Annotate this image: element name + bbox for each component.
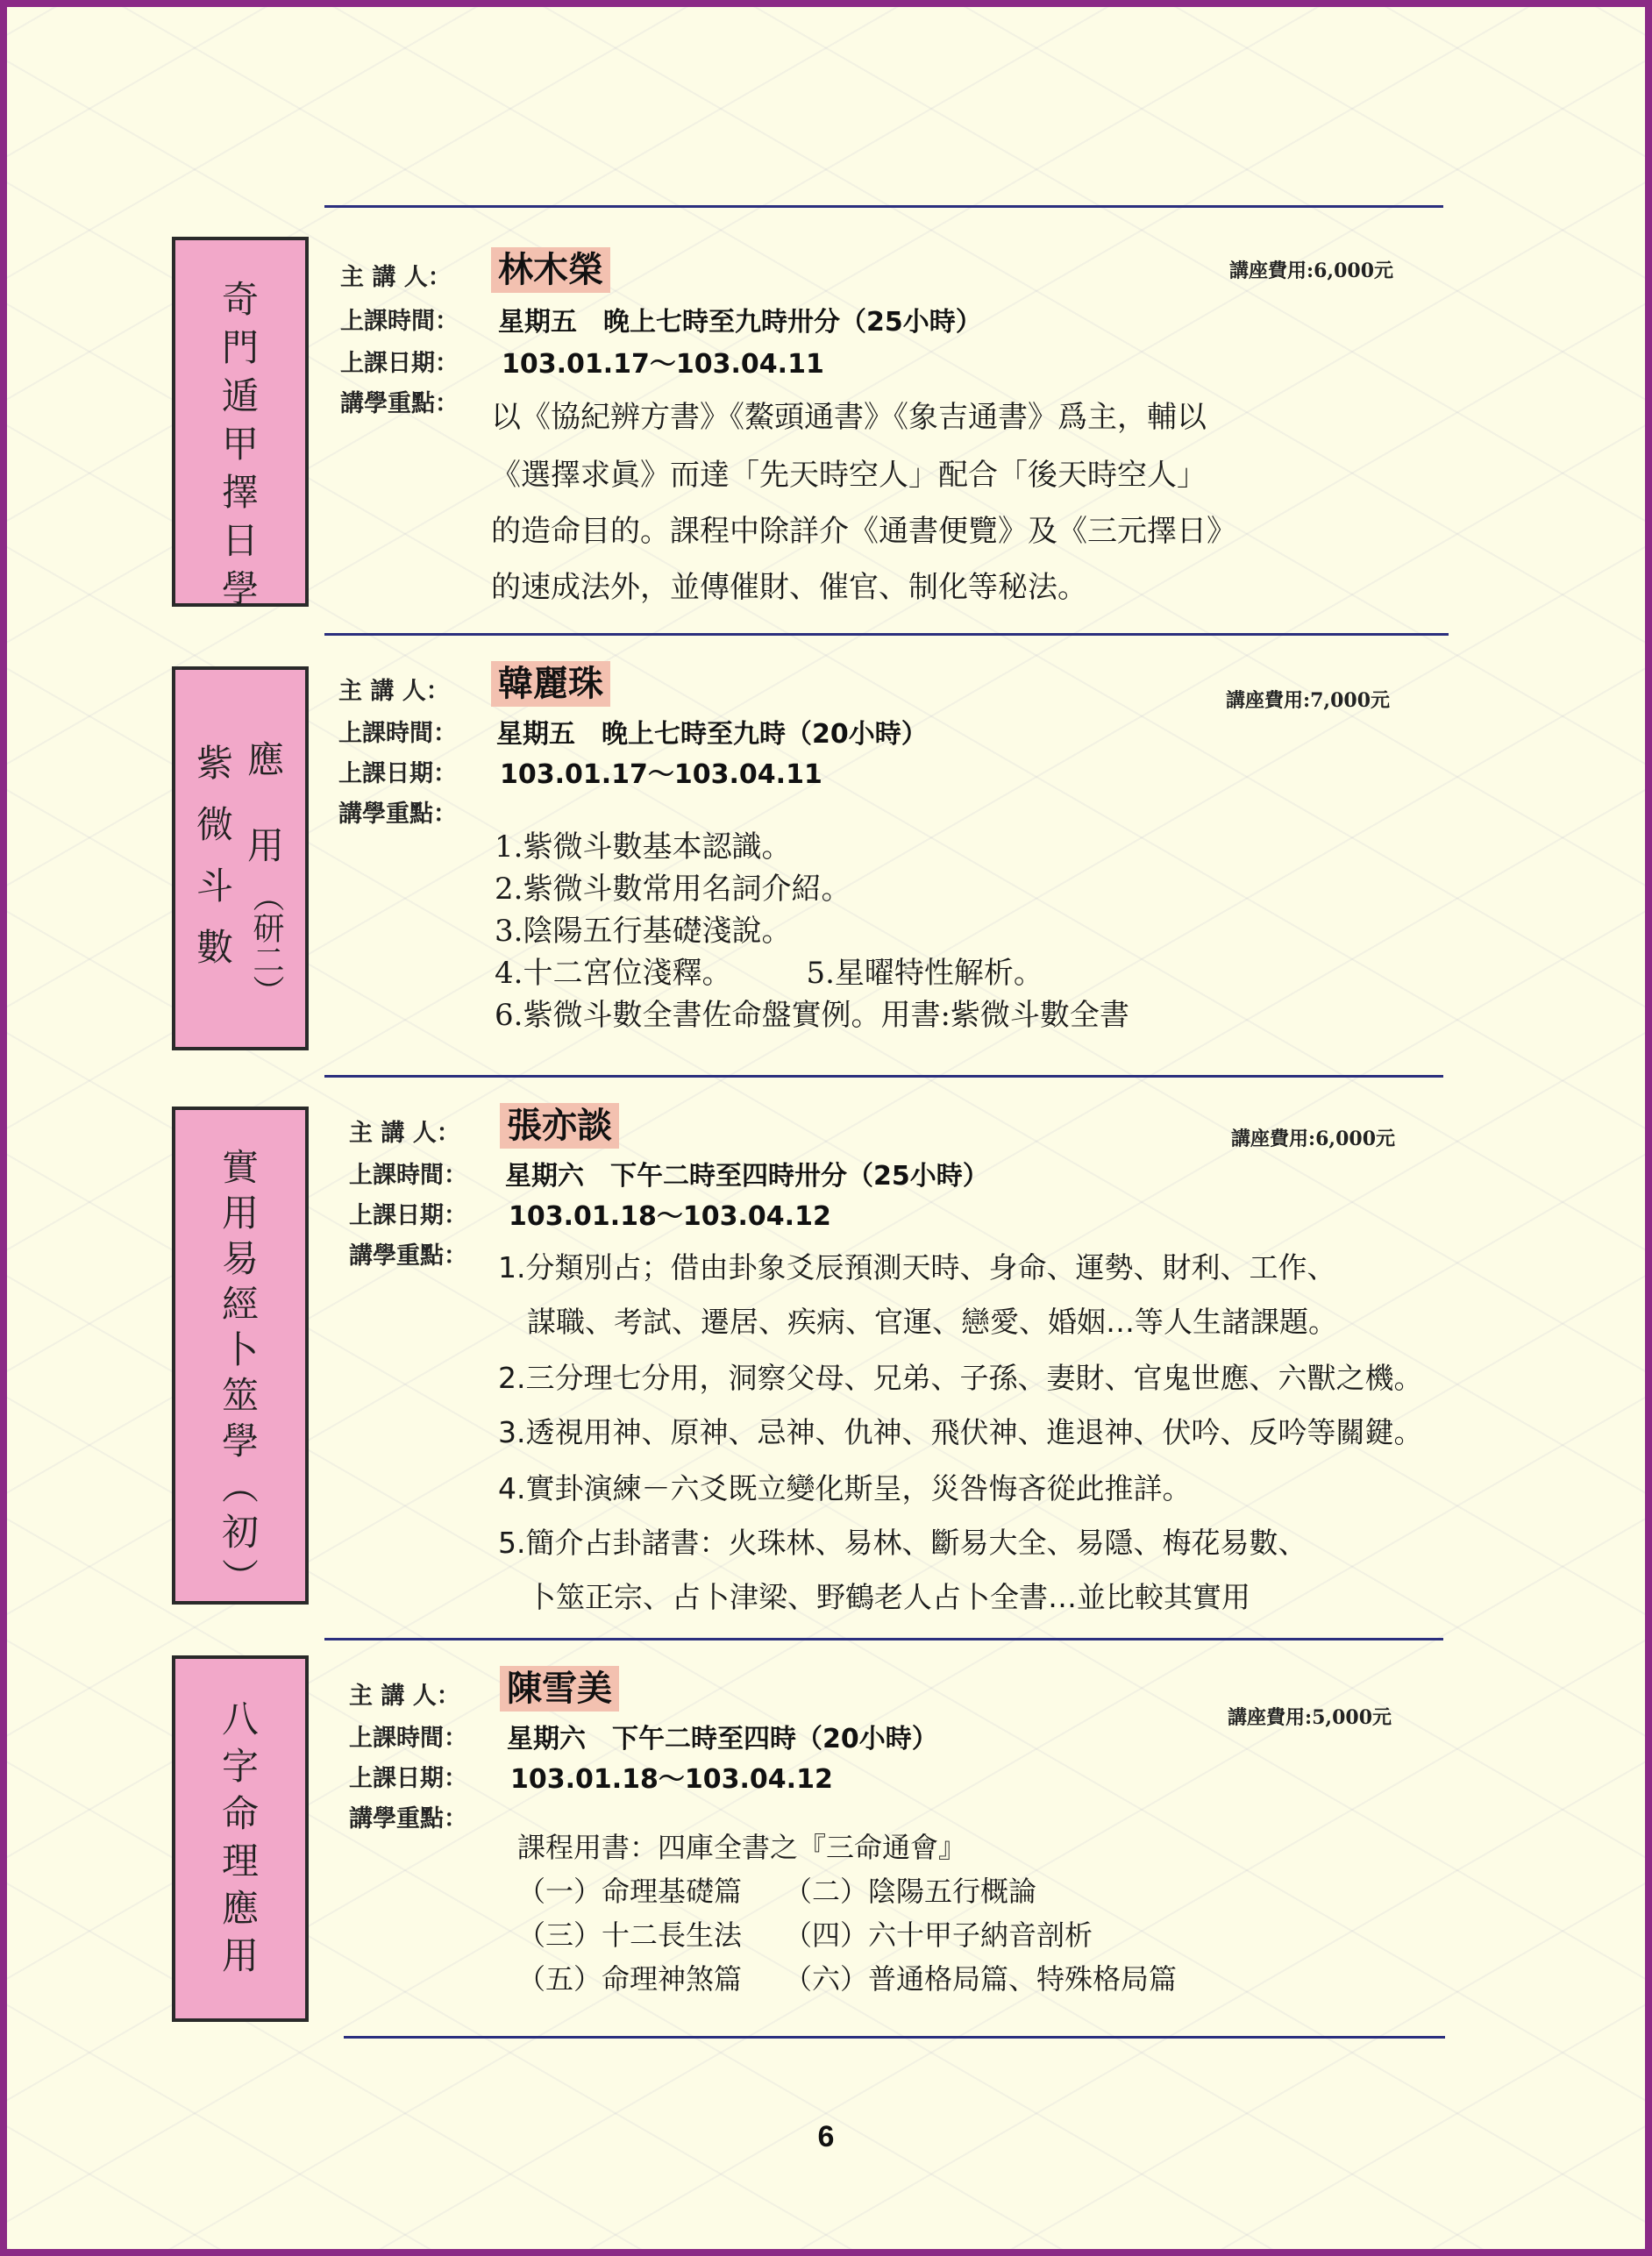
title-char: 學 <box>221 1420 259 1462</box>
focus-label: 講學重點： <box>340 390 459 417</box>
title-char: 初 <box>221 1511 259 1554</box>
lecturer-name: 林木榮 <box>491 247 610 293</box>
class-date: 103.01.17～103.04.11 <box>502 349 824 380</box>
divider <box>344 2036 1445 2039</box>
title-char: 卜 <box>221 1328 259 1371</box>
lecturer-label: 主 講 人： <box>349 1683 460 1710</box>
date-label: 上課日期： <box>349 1202 467 1229</box>
focus-line: 2.紫微斗數常用名詞介紹。 <box>495 872 851 907</box>
title-char: 微 <box>196 803 234 846</box>
focus-line: 4.實卦演練－六爻既立變化斯呈，災咎悔吝從此推詳。 <box>498 1471 1192 1505</box>
course-title-box <box>172 666 309 1050</box>
title-char: 命 <box>221 1792 259 1835</box>
course-fee: 講座費用:6,000元 <box>1231 1128 1396 1150</box>
focus-line: 3.透視用神、原神、忌神、仇神、飛伏神、進退神、伏吟、反吟等關鍵。 <box>498 1415 1423 1449</box>
divider <box>324 633 1449 636</box>
lecturer-label: 主 講 人： <box>349 1120 460 1147</box>
focus-line: 1.分類別占；借由卦象爻辰預測天時、身命、運勢、財利、工作、 <box>498 1250 1336 1285</box>
focus-label: 講學重點： <box>349 1805 467 1833</box>
date-label: 上課日期： <box>340 350 459 377</box>
date-label: 上課日期： <box>349 1765 467 1792</box>
focus-line: 5.簡介占卦諸書：火珠林、易林、斷易大全、易隱、梅花易數、 <box>498 1526 1307 1560</box>
focus-line: 2.三分理七分用，洞察父母、兄弟、子孫、妻財、官鬼世應、六獸之機。 <box>498 1361 1423 1395</box>
title-char: 實 <box>221 1146 259 1189</box>
focus-line: （五）命理神煞篇 （六）普通格局篇、特殊格局篇 <box>517 1962 1178 1996</box>
focus-line: 6.紫微斗數全書佐命盤實例。用書:紫微斗數全書 <box>495 998 1129 1033</box>
focus-line: 以《協紀辨方書》《鰲頭通書》《象吉通書》爲主，輔以 <box>491 400 1207 435</box>
lecturer-label: 主 講 人： <box>340 264 452 291</box>
focus-line: 4.十二宮位淺釋。 5.星曜特性解析。 <box>495 956 1043 991</box>
time-label: 上課時間： <box>340 308 459 335</box>
title-char: ︶ <box>221 1556 259 1599</box>
title-char: 數 <box>196 926 234 969</box>
focus-line: （一）命理基礎篇 （二）陰陽五行概論 <box>517 1875 1037 1908</box>
title-char: 學 <box>221 567 259 610</box>
class-date: 103.01.18～103.04.12 <box>509 1201 831 1232</box>
focus-line: 的速成法外，並傳催財、催官、制化等秘法。 <box>491 570 1087 605</box>
lecturer-name: 陳雪美 <box>500 1666 619 1712</box>
divider <box>324 1075 1443 1078</box>
course-fee: 講座費用:5,000元 <box>1228 1706 1392 1729</box>
class-time: 星期六 下午二時至四時（20小時） <box>507 1724 938 1754</box>
title-char: 紫 <box>196 742 234 785</box>
divider <box>324 205 1443 208</box>
focus-line: 卜筮正宗、占卜津梁、野鶴老人占卜全書…並比較其實用 <box>498 1580 1250 1614</box>
focus-line: 1.紫微斗數基本認識。 <box>495 829 792 865</box>
title-char: 甲 <box>221 423 259 466</box>
title-char: 應 <box>221 1887 259 1930</box>
class-date: 103.01.18～103.04.12 <box>510 1764 833 1795</box>
title-char: 用 <box>221 1192 259 1235</box>
class-time: 星期六 下午二時至四時卅分（25小時） <box>505 1161 989 1192</box>
course-fee: 講座費用:6,000元 <box>1229 260 1394 282</box>
lecturer-name: 韓麗珠 <box>491 661 610 707</box>
course-fee: 講座費用:7,000元 <box>1226 689 1391 712</box>
focus-label: 講學重點： <box>349 1242 467 1270</box>
divider <box>324 1638 1443 1640</box>
title-char: 易 <box>221 1237 259 1280</box>
course-title-box <box>172 237 309 610</box>
title-char: 用 <box>247 824 285 867</box>
title-char: 字 <box>221 1745 259 1788</box>
class-time: 星期五 晚上七時至九時卅分（25小時） <box>498 307 982 338</box>
lecturer-name: 張亦談 <box>500 1103 619 1149</box>
time-label: 上課時間： <box>349 1725 467 1752</box>
focus-line: 3.陰陽五行基礎淺說。 <box>495 914 792 949</box>
course-title <box>175 1145 305 1601</box>
title-char: 遁 <box>221 374 259 417</box>
course-title <box>175 1696 305 1980</box>
page-number: 6 <box>817 2120 835 2153</box>
focus-line: 謀職、考試、遷居、疾病、官運、戀愛、婚姻…等人生諸課題。 <box>498 1305 1337 1339</box>
title-char: 應 <box>247 738 285 781</box>
title-char: 日 <box>221 519 259 562</box>
class-time: 星期五 晚上七時至九時（20小時） <box>496 719 928 750</box>
course-title-box <box>172 1655 309 2022</box>
time-label: 上課時間： <box>338 720 457 747</box>
title-char: 奇 <box>221 278 259 321</box>
title-char: 門 <box>221 326 259 369</box>
title-char: 斗 <box>196 865 234 907</box>
focus-line: （三）十二長生法 （四）六十甲子納音剖析 <box>517 1918 1093 1952</box>
time-label: 上課時間： <box>349 1162 467 1189</box>
focus-line: 《選擇求眞》而達「先天時空人」配合「後天時空人」 <box>491 458 1207 493</box>
class-date: 103.01.17～103.04.11 <box>500 759 822 790</box>
title-char: ︵研二︶ <box>248 880 284 1007</box>
title-char: 理 <box>221 1840 259 1882</box>
focus-line: 課程用書：四庫全書之『三命通會』 <box>517 1831 967 1864</box>
course-title <box>175 275 305 613</box>
title-char: 經 <box>221 1283 259 1326</box>
title-char: 用 <box>221 1934 259 1977</box>
focus-label: 講學重點： <box>338 801 457 828</box>
course-title-box <box>172 1107 309 1605</box>
date-label: 上課日期： <box>338 760 457 787</box>
title-char: 八 <box>221 1697 259 1740</box>
course-title <box>175 670 305 1047</box>
lecturer-label: 主 講 人： <box>338 678 450 705</box>
title-char: 擇 <box>221 471 259 514</box>
title-char: ︵ <box>221 1465 259 1508</box>
title-char: 筮 <box>221 1374 259 1417</box>
focus-line: 的造命目的。課程中除詳介《通書便覽》及《三元擇日》 <box>491 514 1236 549</box>
